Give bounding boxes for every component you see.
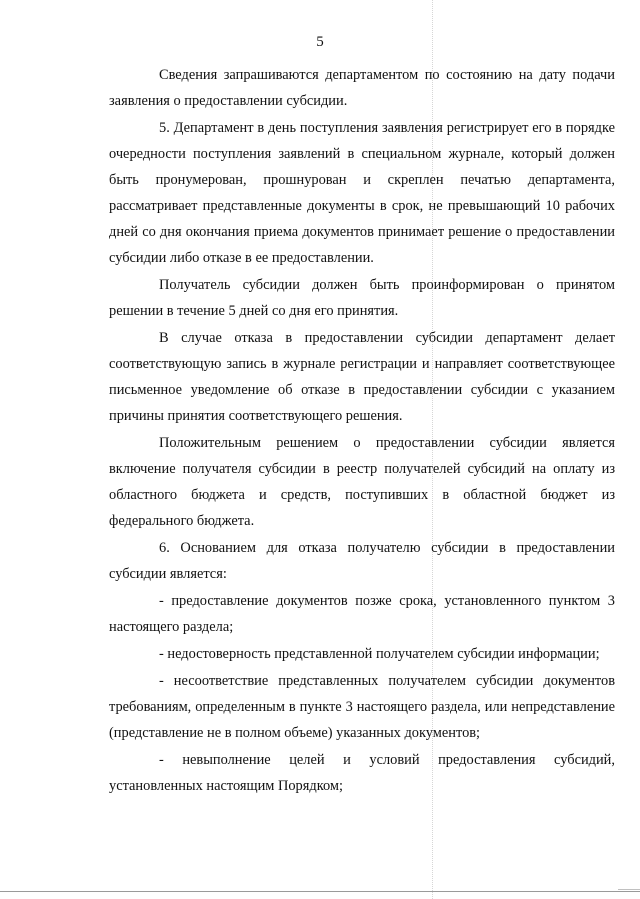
document-body — [109, 62, 615, 799]
paragraph-info-request: Сведения запрашиваются департаментом по состоянию на дату подачи заявления о предоставлении субсидии. — [109, 67, 615, 109]
list-item-unmet-conditions: - невыполнение целей и условий предоставления субсидий, установленных настоящим Порядком; — [109, 752, 615, 794]
bottom-edge-line — [0, 891, 640, 892]
paragraph-item-5-registration: 5. Департамент в день поступления заявления регистрирует его в порядке очередности поступления заявлений в специальном журнале, который должен быть пронумерован, прошнурован и скреплен печатью департамента, рассматривает представленные документы в срок, не превышающий 10 рабочих дней со дня окончания приема документов принимает решение о предоставлении субсидии либо отказе в ее предоставлении. — [109, 120, 615, 266]
paragraph-positive-decision: Положительным решением о предоставлении субсидии является включение получателя субсидии в реестр получателей субсидий на оплату из областного бюджета и средств, поступивших в областной бюджет из федерального бюджета. — [109, 435, 615, 529]
paragraph-item-6-refusal-grounds: 6. Основанием для отказа получателю субсидии в предоставлении субсидии является: — [109, 540, 615, 582]
paragraph-refusal-notice: В случае отказа в предоставлении субсидии департамент делает соответствующую запись в журнале регистрации и направляет соответствующее письменное уведомление об отказе в предоставлении субсидии с указанием причины принятия соответствующего решения. — [109, 330, 615, 424]
page-number: 5 — [316, 34, 324, 50]
list-item-unreliable-info: - недостоверность представленной получателем субсидии информации; — [159, 646, 600, 662]
paragraph-recipient-informed: Получатель субсидии должен быть проинформирован о принятом решении в течение 5 дней со дня его принятия. — [109, 277, 615, 319]
bottom-edge-line-right — [618, 889, 640, 890]
list-item-noncompliant-documents: - несоответствие представленных получателем субсидии документов требованиям, определенным в пункте 3 настоящего раздела, или непредставление (представление не в полном объеме) указанных документов; — [109, 673, 615, 741]
list-item-late-documents: - предоставление документов позже срока, установленного пунктом 3 настоящего раздела; — [109, 593, 615, 635]
